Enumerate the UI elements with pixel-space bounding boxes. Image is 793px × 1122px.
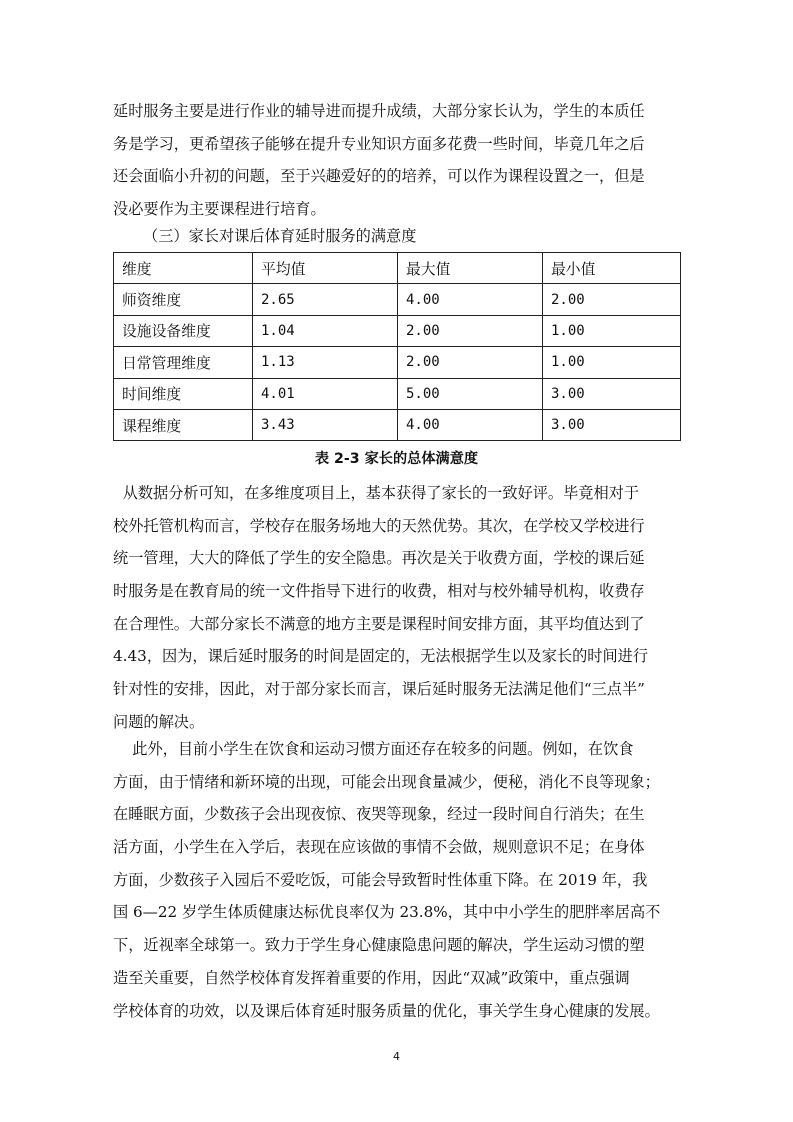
table-cell: 1.13 bbox=[253, 347, 398, 378]
table-cell: 师资维度 bbox=[114, 284, 253, 315]
text-line: 统一管理，大大的降低了学生的安全隐患。再次是关于收费方面，学校的课后延 bbox=[113, 549, 645, 568]
text-line: 此外，目前小学生在饮食和运动习惯方面还存在较多的问题。例如，在饮食 bbox=[113, 740, 634, 758]
paragraph-1 bbox=[113, 95, 683, 226]
table-cell: 1.00 bbox=[543, 347, 681, 378]
text-line: 在合理性。大部分家长不满意的地方主要是课程时间安排方面，其平均值达到了 bbox=[113, 614, 645, 633]
table-cell: 时间维度 bbox=[114, 378, 253, 409]
table-header-cell: 维度 bbox=[114, 253, 253, 284]
text-line: 没必要作为主要课程进行培育。 bbox=[113, 200, 326, 219]
table-caption: 表 2-3 家长的总体满意度 bbox=[314, 451, 479, 467]
text-line: 下，近视率全球第一。致力于学生身心健康隐患问题的解决，学生运动习惯的塑 bbox=[113, 936, 645, 955]
table-cell: 4.00 bbox=[398, 284, 543, 315]
paragraph-2 bbox=[113, 477, 683, 739]
text-line: 学校体育的功效，以及课后体育延时服务质量的优化，事关学生身心健康的发展。 bbox=[113, 1001, 660, 1020]
text-line: 方面，少数孩子入园后不爱吃饭，可能会导致暂时性体重下降。在 2019 年，我 bbox=[113, 870, 648, 889]
table-cell: 3.00 bbox=[543, 409, 681, 440]
table-header-cell: 平均值 bbox=[253, 253, 398, 284]
table-header-cell: 最小值 bbox=[543, 253, 681, 284]
text-line: 针对性的安排，因此，对于部分家长而言，课后延时服务无法满足他们“三点半” bbox=[113, 680, 645, 699]
table-header-row bbox=[114, 253, 681, 284]
satisfaction-table bbox=[113, 252, 681, 441]
table-cell: 课程维度 bbox=[114, 409, 253, 440]
table-cell: 4.00 bbox=[398, 409, 543, 440]
text-line: 国 6—22 岁学生体质健康达标优良率仅为 23.8%，其中中小学生的肥胖率居高不 bbox=[113, 903, 661, 922]
table-cell: 3.00 bbox=[543, 378, 681, 409]
text-line: 延时服务主要是进行作业的辅导进而提升成绩，大部分家长认为，学生的本质任 bbox=[113, 102, 645, 120]
text-line: 从数据分析可知，在多维度项目上，基本获得了家长的一致好评。毕竟相对于 bbox=[113, 484, 640, 502]
section-subheading: （三）家长对课后体育延时服务的满意度 bbox=[143, 227, 417, 245]
text-line: 问题的解决。 bbox=[113, 712, 205, 731]
text-line: 还会面临小升初的问题，至于兴趣爱好的的培养，可以作为课程设置之一，但是 bbox=[113, 167, 645, 186]
paragraph-3 bbox=[113, 733, 683, 1027]
table-cell: 设施设备维度 bbox=[114, 315, 253, 346]
text-line: 造至关重要，自然学校体育发挥着重要的作用，因此“双减”政策中，重点强调 bbox=[113, 968, 630, 987]
table-cell: 4.01 bbox=[253, 378, 398, 409]
table-row bbox=[114, 315, 681, 346]
table-row bbox=[114, 347, 681, 378]
table-row bbox=[114, 378, 681, 409]
table-cell: 2.65 bbox=[253, 284, 398, 315]
table-cell: 2.00 bbox=[398, 315, 543, 346]
table-cell: 2.00 bbox=[398, 347, 543, 378]
text-line: 在睡眠方面，少数孩子会出现夜惊、夜哭等现象，经过一段时间自行消失；在生 bbox=[113, 805, 645, 824]
table-cell: 日常管理维度 bbox=[114, 347, 253, 378]
table-cell: 5.00 bbox=[398, 378, 543, 409]
text-line: 活方面，小学生在入学后，表现在应该做的事情不会做，规则意识不足；在身体 bbox=[113, 838, 645, 857]
table-header-cell: 最大值 bbox=[398, 253, 543, 284]
table-cell: 3.43 bbox=[253, 409, 398, 440]
table-cell: 1.04 bbox=[253, 315, 398, 346]
text-line: 校外托管机构而言，学校存在服务场地大的天然优势。其次，在学校又学校进行 bbox=[113, 516, 645, 535]
text-line: 时服务是在教育局的统一文件指导下进行的收费，相对与校外辅导机构，收费存 bbox=[113, 582, 645, 601]
text-line: 4.43，因为，课后延时服务的时间是固定的，无法根据学生以及家长的时间进行 bbox=[113, 647, 649, 666]
table-row bbox=[114, 284, 681, 315]
table-row bbox=[114, 409, 681, 440]
page-number: 4 bbox=[393, 1050, 400, 1063]
table-cell: 1.00 bbox=[543, 315, 681, 346]
text-line: 方面，由于情绪和新环境的出现，可能会出现食量减少，便秘，消化不良等现象； bbox=[113, 772, 660, 791]
text-line: 务是学习，更希望孩子能够在提升专业知识方面多花费一些时间，毕竟几年之后 bbox=[113, 134, 645, 153]
table-cell: 2.00 bbox=[543, 284, 681, 315]
